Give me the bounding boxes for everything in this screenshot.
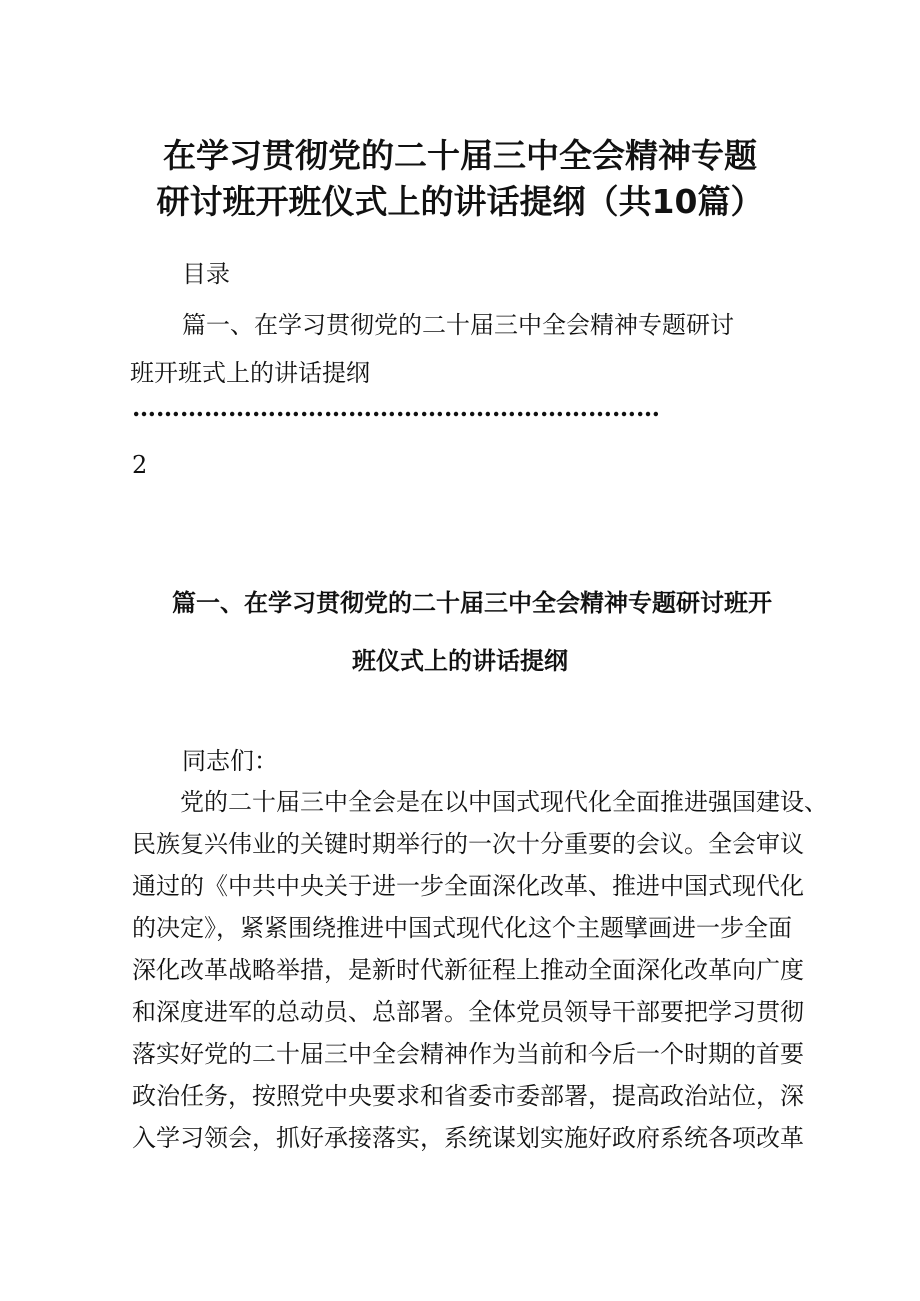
toc-entry-line-2[interactable]: 班开班式上的讲话提纲	[130, 359, 370, 387]
toc-page-number[interactable]: 2	[132, 451, 148, 479]
body-line: 政治任务，按照党中央要求和省委市委部署，提高政治站位，深	[132, 1082, 804, 1110]
body-line: 民族复兴伟业的关键时期举行的一次十分重要的会议。全会审议	[132, 830, 804, 858]
body-line: 深化改革战略举措，是新时代新征程上推动全面深化改革向广度	[132, 956, 804, 984]
body-line: 入学习领会，抓好承接落实，系统谋划实施好政府系统各项改革	[132, 1124, 804, 1152]
body-line: 通过的《中共中央关于进一步全面深化改革、推进中国式现代化	[132, 872, 804, 900]
body-line: 落实好党的二十届三中全会精神作为当前和今后一个时期的首要	[132, 1040, 804, 1068]
toc-entry-line-1[interactable]: 篇一、在学习贯彻党的二十届三中全会精神专题研讨	[182, 311, 734, 339]
section-heading-line-1: 篇一、在学习贯彻党的二十届三中全会精神专题研讨班开	[172, 589, 772, 617]
body-paragraph	[132, 781, 828, 1159]
document-title-line-2: 研讨班开班仪式上的讲话提纲（共10篇）	[156, 182, 764, 221]
toc-dot-leader: …………………………………………………………	[132, 393, 660, 422]
document-title-line-1: 在学习贯彻党的二十届三中全会精神专题	[163, 136, 757, 175]
toc-label: 目录	[182, 260, 230, 288]
body-line: 和深度进军的总动员、总部署。全体党员领导干部要把学习贯彻	[132, 998, 804, 1026]
salutation: 同志们：	[182, 747, 278, 775]
body-line: 的决定》，紧紧围绕推进中国式现代化这个主题擘画进一步全面	[132, 914, 792, 942]
section-heading-line-2: 班仪式上的讲话提纲	[352, 647, 568, 675]
body-line: 党的二十届三中全会是在以中国式现代化全面推进强国建设、	[180, 788, 828, 816]
